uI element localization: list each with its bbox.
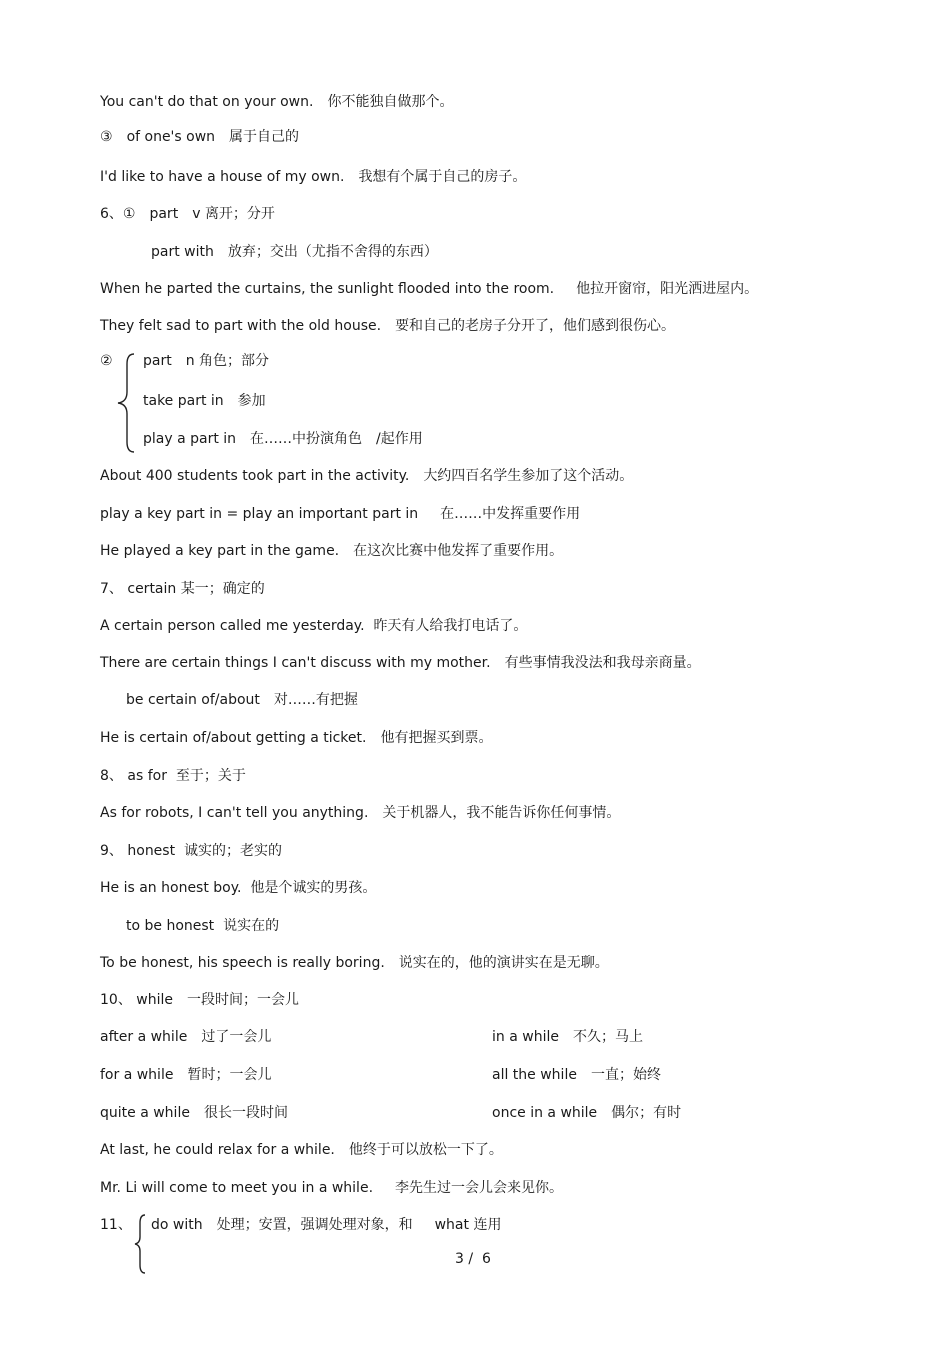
phrase-entry: quite a while 很长一段时间 [100,1105,288,1121]
phrase-entry: after a while 过了一会儿 [100,1029,272,1045]
example-sentence: At last, he could relax for a while. 他终于可以放松一下了。 [100,1142,503,1158]
phrase-entry: play a part in 在……中扮演角色 /起作用 [143,431,423,447]
example-sentence: A certain person called me yesterday. 昨天有人给我打电话了。 [100,618,528,634]
example-sentence: About 400 students took part in the activity. 大约四百名学生参加了这个活动。 [100,468,634,484]
vocab-entry: 10、 while 一段时间；一会儿 [100,992,299,1008]
phrase-entry: to be honest 说实在的 [126,918,280,934]
vocab-entry: 6、① part v 离开；分开 [100,206,275,222]
example-sentence: They felt sad to part with the old house. 要和自己的老房子分开了，他们感到很伤心。 [100,318,676,334]
example-sentence: There are certain things I can't discuss with my mother. 有些事情我没法和我母亲商量。 [100,655,701,671]
example-sentence: When he parted the curtains, the sunlight flooded into the room. 他拉开窗帘，阳光洒进屋内。 [100,281,759,297]
sub-entry-number: ② [100,353,113,369]
example-sentence: To be honest, his speech is really boring. 说实在的，他的演讲实在是无聊。 [100,955,609,971]
example-sentence: I'd like to have a house of my own. 我想有个属于自己的房子。 [100,169,527,185]
page-number: 3 / 6 [455,1251,491,1267]
example-sentence: As for robots, I can't tell you anything. 关于机器人，我不能告诉你任何事情。 [100,805,621,821]
brace-icon [132,1213,148,1275]
vocab-entry: 8、 as for 至于；关于 [100,768,246,784]
sub-entry: ③ of one's own 属于自己的 [100,129,300,145]
phrase-entry: for a while 暂时；一会儿 [100,1067,272,1083]
phrase-entry: once in a while 偶尔；有时 [492,1105,682,1121]
phrase-entry: part with 放弃；交出（尤指不舍得的东西） [151,244,438,260]
example-sentence: He is an honest boy. 他是个诚实的男孩。 [100,880,377,896]
phrase-entry: all the while 一直；始终 [492,1067,661,1083]
phrase-entry: be certain of/about 对……有把握 [126,692,358,708]
vocab-entry: part n 角色；部分 [143,353,270,369]
phrase-entry: take part in 参加 [143,393,266,409]
brace-icon [114,352,138,454]
example-sentence: You can't do that on your own. 你不能独自做那个。 [100,94,454,110]
example-sentence: Mr. Li will come to meet you in a while. 李先生过一会儿会来见你。 [100,1180,564,1196]
phrase-entry: in a while 不久；马上 [492,1029,643,1045]
vocab-entry: 7、 certain 某一；确定的 [100,581,265,597]
example-sentence: He is certain of/about getting a ticket. 他有把握买到票。 [100,730,493,746]
sub-entry-number: 11、 [100,1217,132,1233]
phrase-entry: play a key part in = play an important part in 在……中发挥重要作用 [100,506,581,522]
phrase-entry: do with 处理；安置，强调处理对象，和 what 连用 [151,1217,502,1233]
example-sentence: He played a key part in the game. 在这次比赛中他发挥了重要作用。 [100,543,564,559]
vocab-entry: 9、 honest 诚实的；老实的 [100,843,282,859]
